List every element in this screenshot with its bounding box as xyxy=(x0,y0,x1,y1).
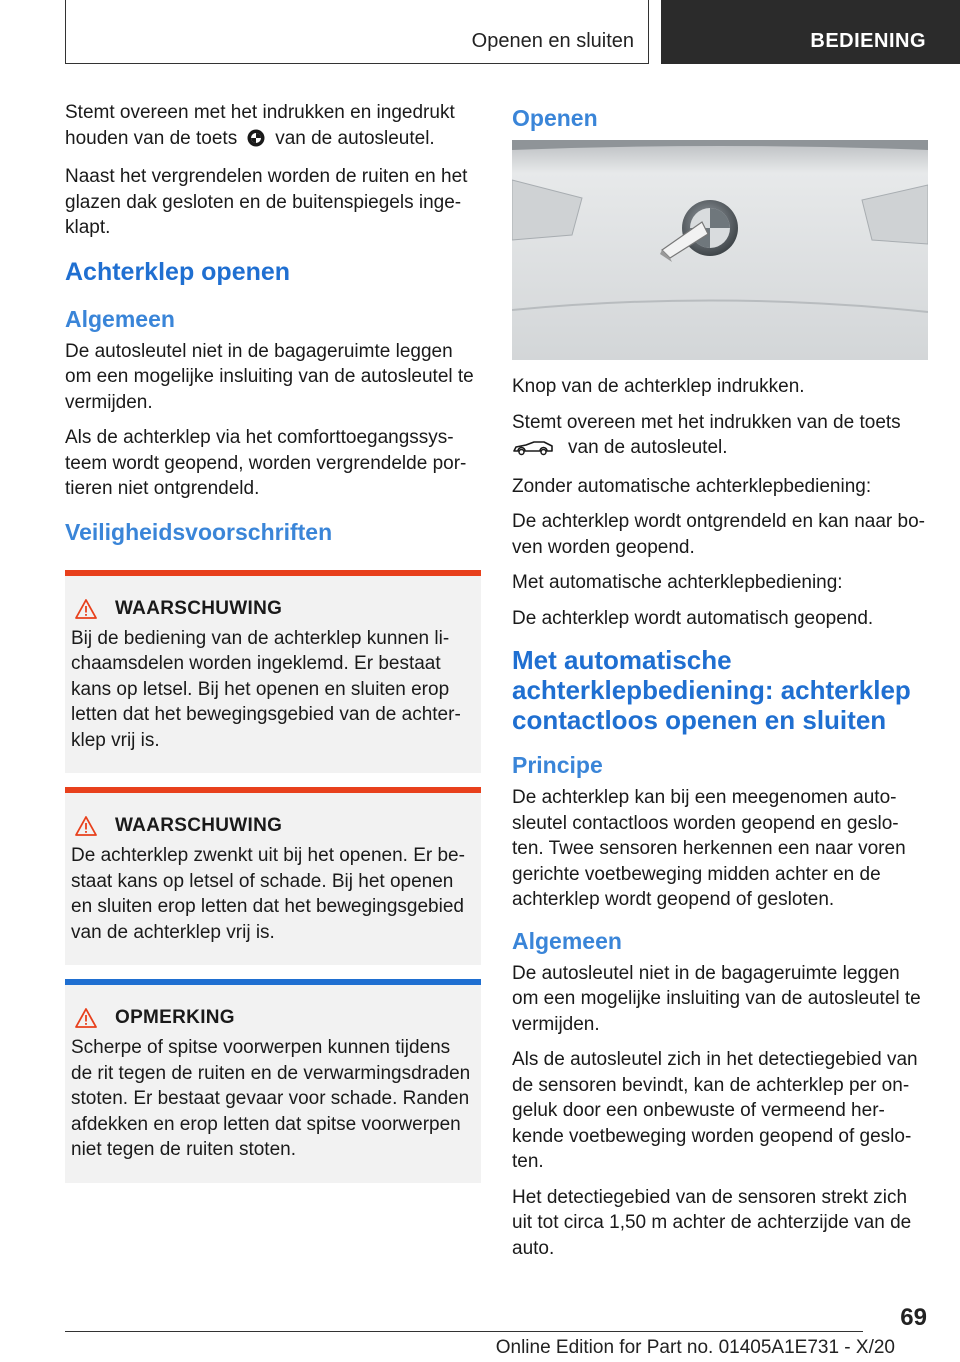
header-chapter-box xyxy=(65,0,649,64)
warning-title: WAARSCHUWING xyxy=(115,597,283,619)
warning-triangle-icon xyxy=(75,599,97,619)
with-auto-text: De achterklep wordt automatisch geopend. xyxy=(512,607,874,629)
car-tailgate-key-icon xyxy=(512,438,554,464)
principle-text: De achterklep kan bij een meegenomen auto‐sleutel contactloos worden geopend en geslo‐ten. Twee sensoren herkennen een naar voren gerichte voetbeweging midden achter en de achterklep wordt geopend of gesloten. xyxy=(512,787,906,910)
note-text: Scherpe of spitse voorwerpen kunnen tijdens de rit tegen de ruiten en de verwarmingsdraden stoten. Er bestaat gevaar voor schade. Randen afdekken en erop letten dat spitse voorwerpen niet tegen de ruiten stoten. xyxy=(71,1037,471,1160)
intro-paragraph xyxy=(65,100,481,154)
warning-text: Bij de bediening van de achterklep kunnen li‐chaamsdelen worden ingeklemd. Er bestaat kans op letsel. Bij het openen en sluiten erop letten dat het bewegingsgebied van de achter‐klep vrij is. xyxy=(71,627,461,751)
heading-general-right: Algemeen xyxy=(512,927,622,954)
tailgate-button-illustration xyxy=(512,140,928,360)
heading-open: Openen xyxy=(512,105,598,131)
warning-text: De achterklep zwenkt uit bij het openen. Er be‐staat kans op letsel of schade. Bij het openen en sluiten erop letten dat het bewegingsgebied van de achterklep vrij is. xyxy=(71,845,465,943)
heading-contactless: Met automatische achterklepbediening: achterklep contactloos openen en sluiten xyxy=(512,645,911,735)
warning-title: WAARSCHUWING xyxy=(115,815,283,836)
note-box xyxy=(65,979,481,1183)
general-paragraph-1: De autosleutel niet in de bagageruimte leggen om een mogelijke insluiting van de autosleutel te vermijden. xyxy=(65,340,474,413)
heading-tailgate-open: Achterklep openen xyxy=(65,257,291,286)
heading-safety: Veiligheidsvoorschriften xyxy=(65,518,333,545)
right-column xyxy=(512,100,928,1271)
header-section-tab xyxy=(661,0,960,64)
press-text-after: van de autosleutel. xyxy=(568,437,728,458)
figure-caption: Knop van de achterklep indrukken. xyxy=(512,376,805,397)
press-paragraph xyxy=(512,410,928,464)
press-text-before: Stemt overeen met het indrukken van de toets xyxy=(512,411,901,433)
page-number: 69 xyxy=(900,1304,927,1331)
footer-edition: Online Edition for Part no. 01405A1E731 - X/20 xyxy=(495,1337,895,1358)
bmw-logo-key-icon xyxy=(247,129,265,155)
general-right-paragraph-3: Het detectiegebied van de sensoren strekt zich uit tot circa 1,50 m achter de achterzijde van de auto. xyxy=(512,1186,912,1259)
left-column xyxy=(65,100,481,1197)
warning-box-2 xyxy=(65,787,481,965)
general-paragraph-2: Als de achterklep via het comforttoegangssys‐teem wordt geopend, worden vergrendelde por‐tieren niet ontgrendeld. xyxy=(65,427,467,499)
heading-general-left: Algemeen xyxy=(65,305,175,332)
warning-box-1 xyxy=(65,570,481,774)
footer-divider xyxy=(65,1331,863,1332)
tailgate-button-figure xyxy=(512,140,928,360)
section-title: BEDIENING xyxy=(810,30,926,52)
intro-text-after: van de autosleutel. xyxy=(275,127,435,149)
general-right-paragraph-2: Als de autosleutel zich in het detectiegebied van de sensoren bevindt, kan de achterklep per on‐geluk door een onbewuste of vermeend her‐kende voetbeweging worden geopend of geslo‐ten. xyxy=(512,1049,918,1172)
warning-triangle-icon xyxy=(75,816,97,836)
warning-triangle-icon xyxy=(75,1008,97,1028)
with-auto-label: Met automatische achterklepbediening: xyxy=(512,572,843,593)
intro-text-before: Stemt overeen met het indrukken en ingedrukt houden van de toets xyxy=(65,102,455,149)
close-paragraph: Naast het vergrendelen worden de ruiten en het glazen dak gesloten en de buitenspiegels inge‐klapt. xyxy=(65,166,468,238)
general-right-paragraph-1: De autosleutel niet in de bagageruimte leggen om een mogelijke insluiting van de autosleutel te vermijden. xyxy=(512,962,921,1035)
without-auto-label: Zonder automatische achterklepbediening: xyxy=(512,475,872,497)
note-title: OPMERKING xyxy=(115,1007,235,1028)
chapter-title: Openen en sluiten xyxy=(471,30,634,52)
heading-principle: Principe xyxy=(512,752,603,778)
without-auto-text: De achterklep wordt ontgrendeld en kan naar bo‐ven worden geopend. xyxy=(512,511,925,558)
